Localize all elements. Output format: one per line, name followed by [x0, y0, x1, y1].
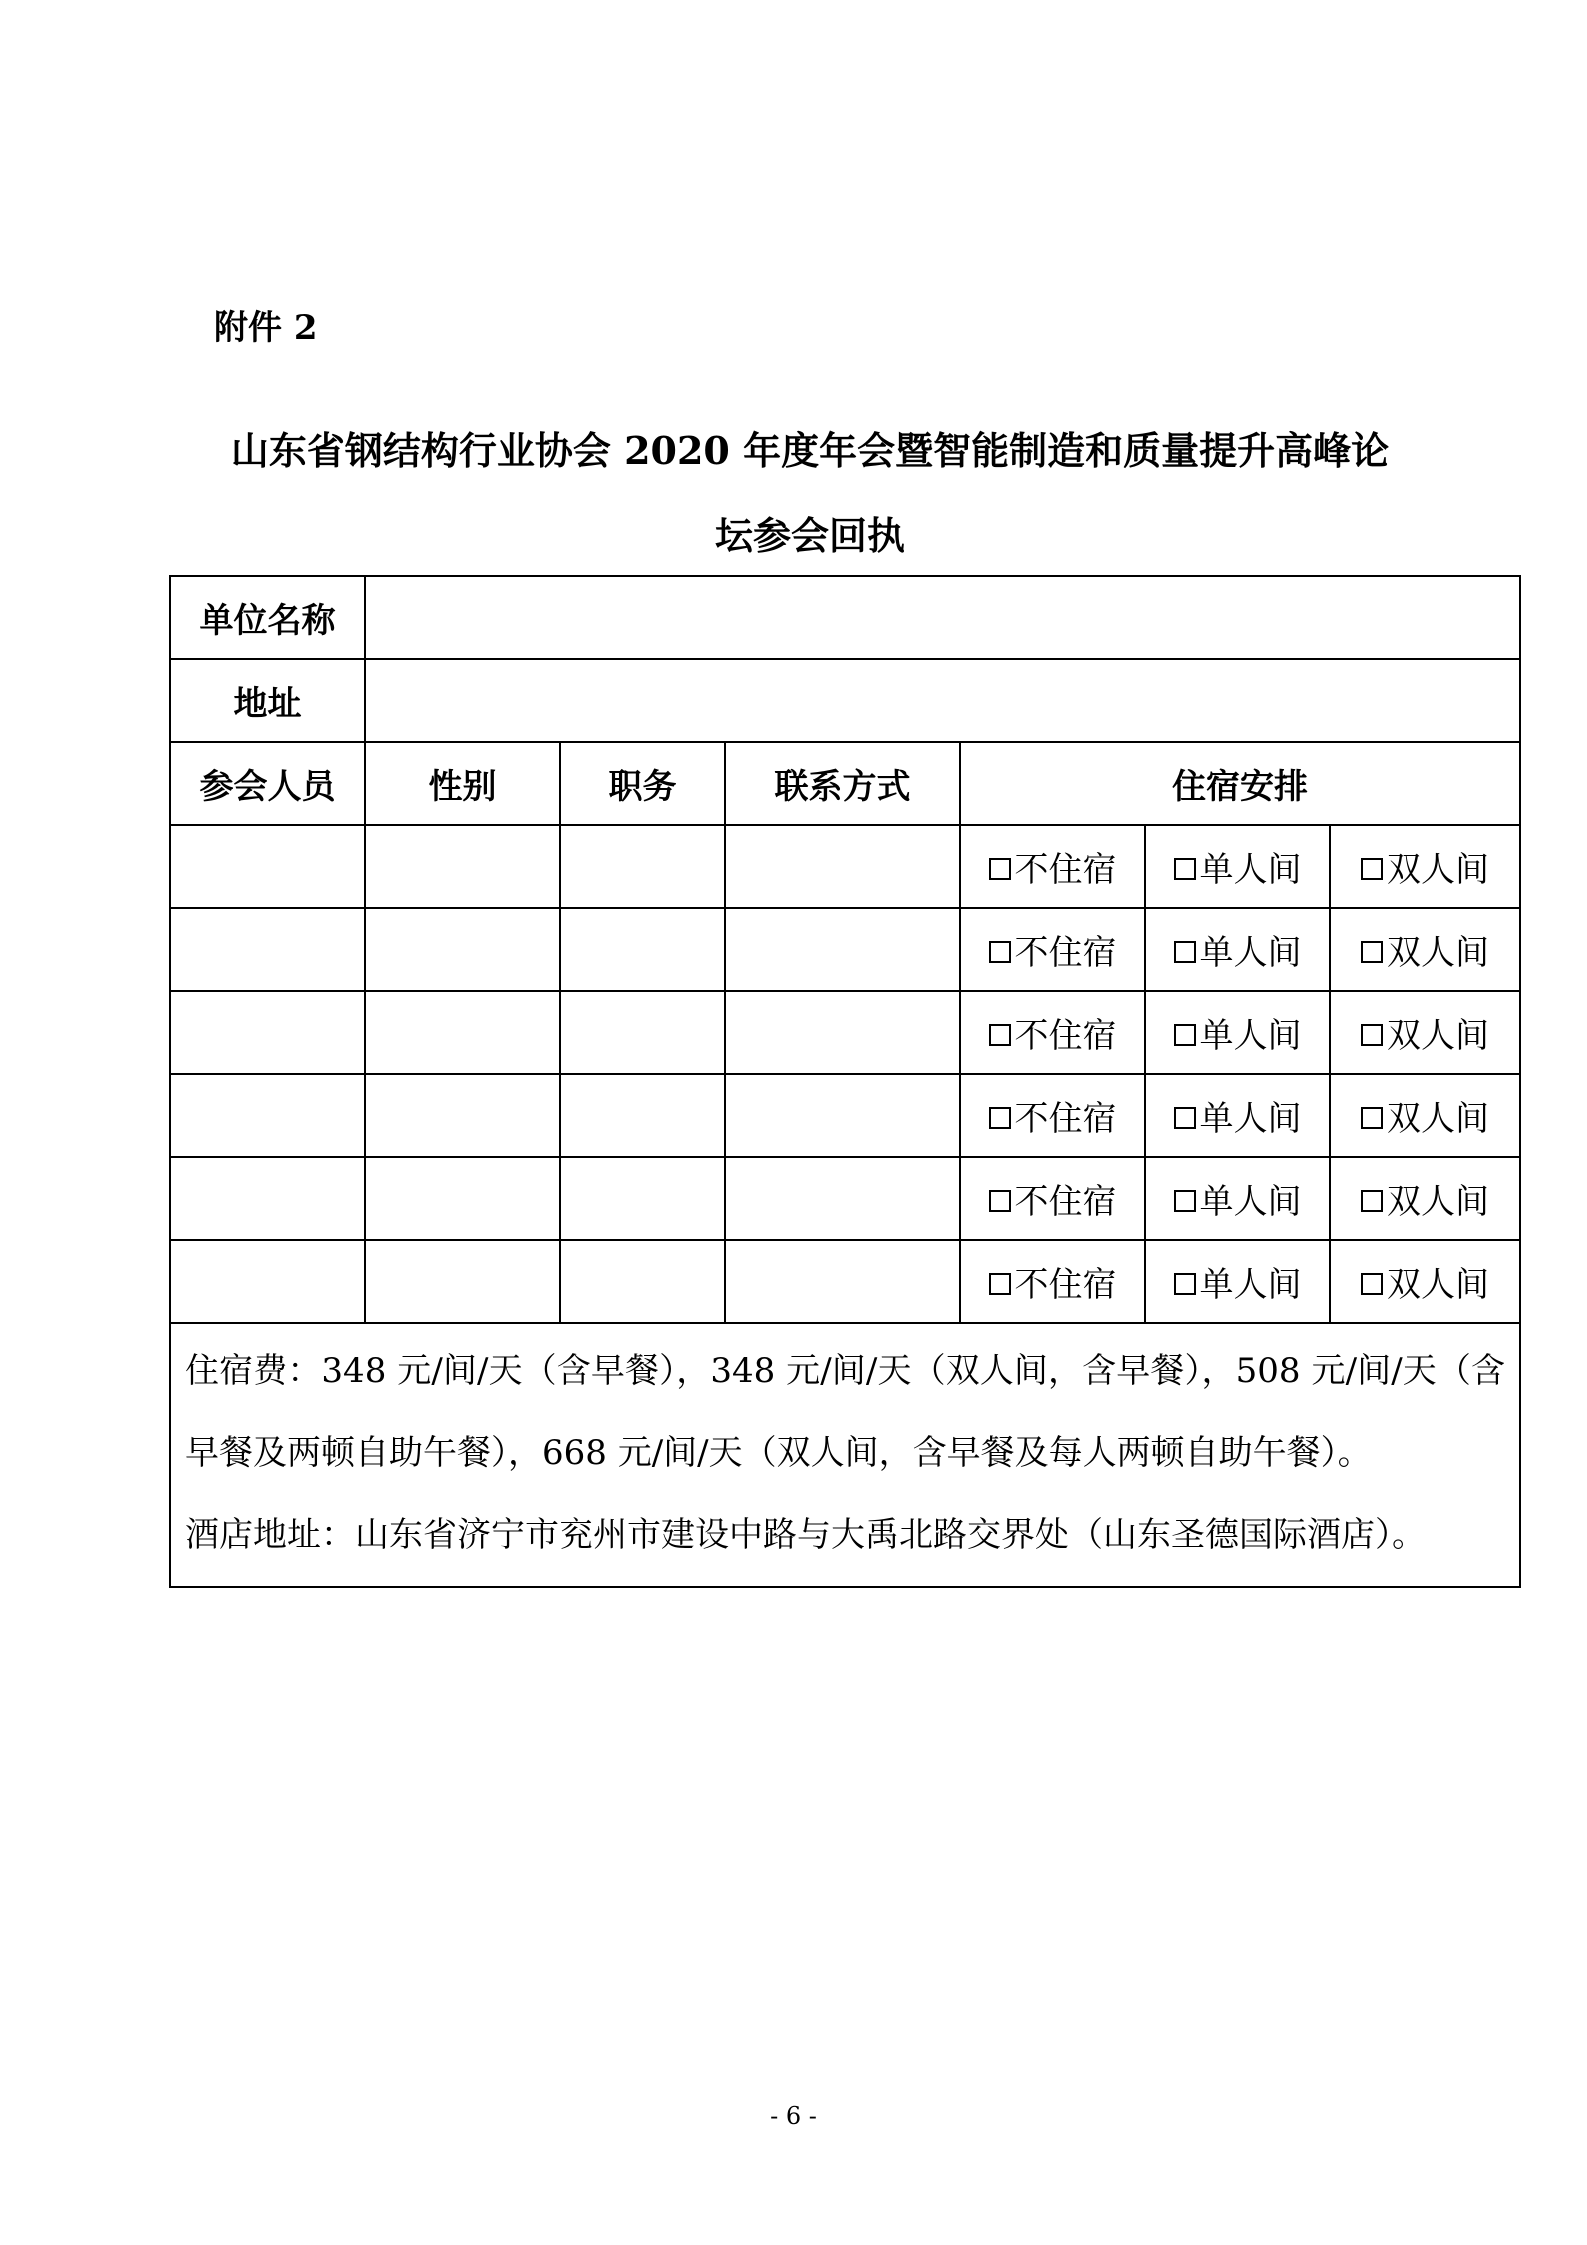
attendee-name-field[interactable] [170, 1157, 365, 1240]
attendee-name-field[interactable] [170, 908, 365, 991]
double-room-label: 双人间 [1387, 1099, 1490, 1139]
single-room-option[interactable] [1145, 1157, 1330, 1240]
checkbox-icon[interactable] [1174, 1024, 1196, 1046]
attendee-position-field[interactable] [560, 908, 725, 991]
single-room-option[interactable] [1145, 825, 1330, 908]
no-accommodation-label: 不住宿 [1014, 1099, 1117, 1139]
header-row [170, 742, 1520, 825]
checkbox-icon[interactable] [1361, 1190, 1383, 1212]
document-title-line-1: 山东省钢结构行业协会 2020 年度年会暨智能制造和质量提升高峰论 [230, 428, 1390, 473]
no-accommodation-label: 不住宿 [1014, 1016, 1117, 1056]
address-field[interactable] [365, 659, 1520, 742]
checkbox-icon[interactable] [989, 941, 1011, 963]
double-room-option[interactable] [1330, 825, 1520, 908]
attendee-row [170, 1240, 1520, 1323]
attendee-position-field[interactable] [560, 991, 725, 1074]
checkbox-icon[interactable] [1361, 941, 1383, 963]
double-room-label: 双人间 [1387, 933, 1490, 973]
no-accommodation-option[interactable] [960, 991, 1145, 1074]
checkbox-icon[interactable] [1361, 1273, 1383, 1295]
checkbox-icon[interactable] [1361, 858, 1383, 880]
checkbox-icon[interactable] [1174, 1107, 1196, 1129]
double-room-option[interactable] [1330, 908, 1520, 991]
attendee-position-field[interactable] [560, 825, 725, 908]
registration-form-table [169, 575, 1521, 1588]
no-accommodation-option[interactable] [960, 908, 1145, 991]
attendee-name-field[interactable] [170, 825, 365, 908]
hotel-address-note: 酒店地址：山东省济宁市兖州市建设中路与大禹北路交界处（山东圣德国际酒店）。 [185, 1515, 1426, 1555]
page-number: - 6 - [770, 2102, 817, 2130]
single-room-label: 单人间 [1199, 1099, 1302, 1139]
single-room-label: 单人间 [1199, 933, 1302, 973]
double-room-label: 双人间 [1387, 1182, 1490, 1222]
attendee-gender-field[interactable] [365, 1157, 560, 1240]
no-accommodation-option[interactable] [960, 825, 1145, 908]
attendee-rows [170, 825, 1520, 1323]
header-attendee: 参会人员 [170, 742, 365, 825]
checkbox-icon[interactable] [989, 1190, 1011, 1212]
attendee-position-field[interactable] [560, 1240, 725, 1323]
attendee-name-field[interactable] [170, 991, 365, 1074]
single-room-option[interactable] [1145, 991, 1330, 1074]
no-accommodation-label: 不住宿 [1014, 1182, 1117, 1222]
no-accommodation-option[interactable] [960, 1157, 1145, 1240]
single-room-option[interactable] [1145, 908, 1330, 991]
double-room-option[interactable] [1330, 1157, 1520, 1240]
unit-name-row [170, 576, 1520, 659]
double-room-label: 双人间 [1387, 1265, 1490, 1305]
header-contact: 联系方式 [725, 742, 960, 825]
attendee-name-field[interactable] [170, 1240, 365, 1323]
checkbox-icon[interactable] [1361, 1107, 1383, 1129]
attendee-contact-field[interactable] [725, 1240, 960, 1323]
single-room-option[interactable] [1145, 1074, 1330, 1157]
attendee-contact-field[interactable] [725, 908, 960, 991]
document-title-line-2: 坛参会回执 [714, 513, 905, 558]
single-room-option[interactable] [1145, 1240, 1330, 1323]
checkbox-icon[interactable] [1361, 1024, 1383, 1046]
attendee-contact-field[interactable] [725, 1157, 960, 1240]
address-row [170, 659, 1520, 742]
notes-row [170, 1323, 1520, 1587]
single-room-label: 单人间 [1199, 1182, 1302, 1222]
single-room-label: 单人间 [1199, 1265, 1302, 1305]
header-position: 职务 [560, 742, 725, 825]
double-room-option[interactable] [1330, 991, 1520, 1074]
double-room-option[interactable] [1330, 1240, 1520, 1323]
no-accommodation-label: 不住宿 [1014, 933, 1117, 973]
double-room-option[interactable] [1330, 1074, 1520, 1157]
single-room-label: 单人间 [1199, 1016, 1302, 1056]
attendee-gender-field[interactable] [365, 1074, 560, 1157]
attendee-name-field[interactable] [170, 1074, 365, 1157]
attendee-gender-field[interactable] [365, 1240, 560, 1323]
unit-name-label: 单位名称 [170, 576, 365, 659]
attendee-row [170, 991, 1520, 1074]
attendee-row [170, 1074, 1520, 1157]
attendee-row [170, 1157, 1520, 1240]
no-accommodation-label: 不住宿 [1014, 1265, 1117, 1305]
attendee-contact-field[interactable] [725, 991, 960, 1074]
accommodation-fee-note: 住宿费：348 元/间/天（含早餐），348 元/间/天（双人间，含早餐），508 元/间/天（含早餐及两顿自助午餐），668 元/间/天（双人间，含早餐及每人两顿自助午餐）。 [185, 1351, 1506, 1473]
no-accommodation-option[interactable] [960, 1240, 1145, 1323]
attendee-contact-field[interactable] [725, 825, 960, 908]
checkbox-icon[interactable] [1174, 1190, 1196, 1212]
attendee-row [170, 825, 1520, 908]
attendee-contact-field[interactable] [725, 1074, 960, 1157]
attendee-gender-field[interactable] [365, 991, 560, 1074]
attendee-position-field[interactable] [560, 1157, 725, 1240]
checkbox-icon[interactable] [1174, 1273, 1196, 1295]
checkbox-icon[interactable] [989, 1107, 1011, 1129]
attendee-position-field[interactable] [560, 1074, 725, 1157]
checkbox-icon[interactable] [989, 1273, 1011, 1295]
unit-name-field[interactable] [365, 576, 1520, 659]
no-accommodation-option[interactable] [960, 1074, 1145, 1157]
no-accommodation-label: 不住宿 [1014, 850, 1117, 890]
double-room-label: 双人间 [1387, 1016, 1490, 1056]
single-room-label: 单人间 [1199, 850, 1302, 890]
attendee-gender-field[interactable] [365, 908, 560, 991]
header-gender: 性别 [365, 742, 560, 825]
header-accommodation: 住宿安排 [960, 742, 1520, 825]
attachment-label: 附件 2 [214, 308, 318, 348]
checkbox-icon[interactable] [1174, 941, 1196, 963]
checkbox-icon[interactable] [989, 1024, 1011, 1046]
attendee-row [170, 908, 1520, 991]
double-room-label: 双人间 [1387, 850, 1490, 890]
checkbox-icon[interactable] [1174, 858, 1196, 880]
checkbox-icon[interactable] [989, 858, 1011, 880]
attendee-gender-field[interactable] [365, 825, 560, 908]
notes-cell [170, 1323, 1520, 1587]
address-label: 地址 [170, 659, 365, 742]
